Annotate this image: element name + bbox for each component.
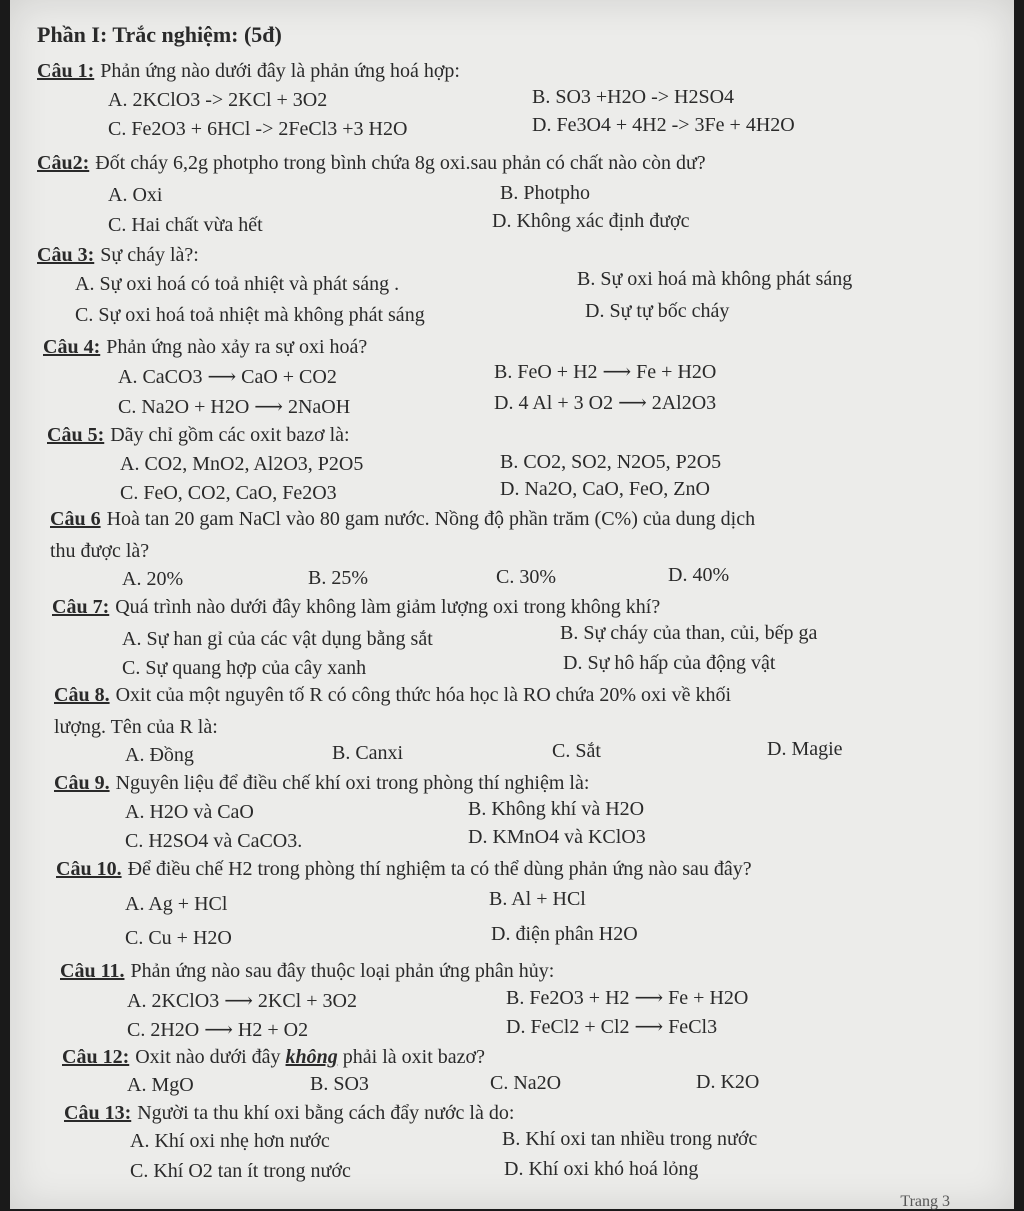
question-number: Câu 3: — [37, 244, 95, 266]
question-text: Phản ứng nào xảy ra sự oxi hoá? — [106, 336, 368, 358]
option-c: C. Na2O + H2O ⟶ 2NaOH — [118, 396, 351, 418]
question-text: Oxit nào dưới đây — [135, 1046, 281, 1068]
option-d: D. Fe3O4 + 4H2 -> 3Fe + 4H2O — [532, 114, 795, 136]
option-c: C. Sự quang hợp của cây xanh — [122, 657, 367, 679]
option-b: B. Khí oxi tan nhiều trong nước — [502, 1128, 758, 1150]
option-a: A. Ag + HCl — [125, 893, 228, 915]
question-6 — [50, 508, 755, 531]
option-b: B. Không khí và H2O — [468, 798, 645, 820]
question-7 — [52, 596, 660, 619]
option-c: C. Sự oxi hoá toả nhiệt mà không phát sáng — [75, 304, 425, 326]
option-a: A. Oxi — [108, 184, 163, 206]
option-b: B. CO2, SO2, N2O5, P2O5 — [500, 451, 722, 473]
option-c: C. FeO, CO2, CaO, Fe2O3 — [120, 482, 337, 504]
question-text: Người ta thu khí oxi bằng cách đẩy nước là do: — [137, 1102, 515, 1124]
option-d: D. điện phân H2O — [491, 923, 638, 945]
question-8-line2: lượng. Tên của R là: — [54, 716, 218, 738]
option-c: C. Khí O2 tan ít trong nước — [130, 1160, 351, 1182]
question-emphasis: không — [285, 1046, 338, 1068]
option-c: C. H2SO4 và CaCO3. — [125, 830, 303, 852]
question-10 — [56, 858, 752, 881]
option-d: D. KMnO4 và KClO3 — [468, 826, 646, 848]
question-9 — [54, 772, 589, 795]
question-number: Câu 10. — [56, 858, 122, 880]
question-3 — [37, 244, 199, 267]
option-a: A. 20% — [122, 568, 184, 590]
option-c: C. 2H2O ⟶ H2 + O2 — [127, 1019, 309, 1041]
question-text: Để điều chế H2 trong phòng thí nghiệm ta có thể dùng phản ứng nào sau đây? — [127, 858, 752, 880]
question-4 — [43, 336, 367, 359]
option-c: C. Na2O — [490, 1072, 562, 1094]
question-number: Câu 6 — [50, 508, 101, 530]
option-b: B. 25% — [308, 567, 368, 589]
question-8 — [54, 684, 731, 707]
option-b: B. Al + HCl — [489, 888, 586, 910]
option-c: C. Hai chất vừa hết — [108, 214, 263, 236]
question-number: Câu 1: — [37, 60, 95, 82]
page-number: Trang 3 — [900, 1193, 950, 1210]
question-text: Hoà tan 20 gam NaCl vào 80 gam nước. Nồng độ phần trăm (C%) của dung dịch — [106, 508, 756, 530]
option-c: C. Sắt — [552, 740, 601, 762]
option-b: B. Sự oxi hoá mà không phát sáng — [577, 268, 853, 290]
option-a: A. Sự han gỉ của các vật dụng bằng sắt — [122, 628, 433, 650]
question-5 — [47, 424, 350, 447]
option-d: D. Sự tự bốc cháy — [585, 300, 730, 322]
option-b: B. Canxi — [332, 742, 404, 764]
question-number: Câu 7: — [52, 596, 110, 618]
option-b: B. SO3 +H2O -> H2SO4 — [532, 86, 735, 108]
question-text: Nguyên liệu để điều chế khí oxi trong phòng thí nghiệm là: — [115, 772, 590, 794]
question-text: Đốt cháy 6,2g photpho trong bình chứa 8g oxi.sau phản có chất nào còn dư? — [95, 152, 706, 174]
question-number: Câu 5: — [47, 424, 105, 446]
option-a: A. Sự oxi hoá có toả nhiệt và phát sáng . — [75, 273, 400, 295]
question-text-end: phải là oxit bazơ? — [342, 1046, 485, 1068]
question-number: Câu 4: — [43, 336, 101, 358]
question-1 — [37, 60, 460, 83]
question-number: Câu2: — [37, 152, 90, 174]
question-number: Câu 12: — [62, 1046, 130, 1068]
option-d: D. Magie — [767, 738, 843, 760]
question-text: Oxit của một nguyên tố R có công thức hóa học là RO chứa 20% oxi về khối — [115, 684, 732, 706]
option-d: D. Khí oxi khó hoá lỏng — [504, 1158, 699, 1180]
exam-page — [10, 0, 1014, 1209]
option-d: D. 40% — [668, 564, 730, 586]
question-text: Phản ứng nào dưới đây là phản ứng hoá hợp: — [100, 60, 460, 82]
question-text: Dãy chỉ gồm các oxit bazơ là: — [110, 424, 350, 446]
option-a: A. 2KClO3 ⟶ 2KCl + 3O2 — [127, 990, 357, 1012]
option-d: D. FeCl2 + Cl2 ⟶ FeCl3 — [506, 1016, 718, 1038]
question-text: Sự cháy là?: — [100, 244, 199, 266]
option-d: D. K2O — [696, 1071, 760, 1093]
option-d: D. Sự hô hấp của động vật — [563, 652, 776, 674]
option-c: C. Cu + H2O — [125, 927, 232, 949]
question-6-line2: thu được là? — [50, 540, 150, 562]
option-d: D. 4 Al + 3 O2 ⟶ 2Al2O3 — [494, 392, 717, 414]
question-number: Câu 13: — [64, 1102, 132, 1124]
question-text: Quá trình nào dưới đây không làm giảm lượng oxi trong không khí? — [115, 596, 661, 618]
question-number: Câu 9. — [54, 772, 110, 794]
option-d: D. Na2O, CaO, FeO, ZnO — [500, 478, 710, 500]
option-a: A. Đồng — [125, 744, 194, 766]
question-13 — [64, 1102, 514, 1125]
option-a: A. 2KClO3 -> 2KCl + 3O2 — [108, 89, 328, 111]
option-c: C. Fe2O3 + 6HCl -> 2FeCl3 +3 H2O — [108, 118, 408, 140]
option-a: A. Khí oxi nhẹ hơn nước — [130, 1130, 330, 1152]
question-11 — [60, 960, 554, 983]
question-text: Phản ứng nào sau đây thuộc loại phản ứng phân hủy: — [130, 960, 555, 982]
option-c: C. 30% — [496, 566, 556, 588]
option-a: A. H2O và CaO — [125, 801, 254, 823]
option-b: B. Fe2O3 + H2 ⟶ Fe + H2O — [506, 987, 749, 1009]
option-b: B. Sự cháy của than, củi, bếp ga — [560, 622, 818, 644]
option-b: B. FeO + H2 ⟶ Fe + H2O — [494, 361, 717, 383]
option-a: A. MgO — [127, 1074, 194, 1096]
option-a: A. CaCO3 ⟶ CaO + CO2 — [118, 366, 337, 388]
question-12 — [62, 1046, 485, 1069]
question-number: Câu 11. — [60, 960, 125, 982]
section-title: Phần I: Trắc nghiệm: (5đ) — [37, 22, 282, 47]
option-a: A. CO2, MnO2, Al2O3, P2O5 — [120, 453, 364, 475]
option-b: B. Photpho — [500, 182, 591, 204]
option-d: D. Không xác định được — [492, 210, 690, 232]
question-2 — [37, 152, 706, 175]
question-number: Câu 8. — [54, 684, 110, 706]
option-b: B. SO3 — [310, 1073, 369, 1095]
